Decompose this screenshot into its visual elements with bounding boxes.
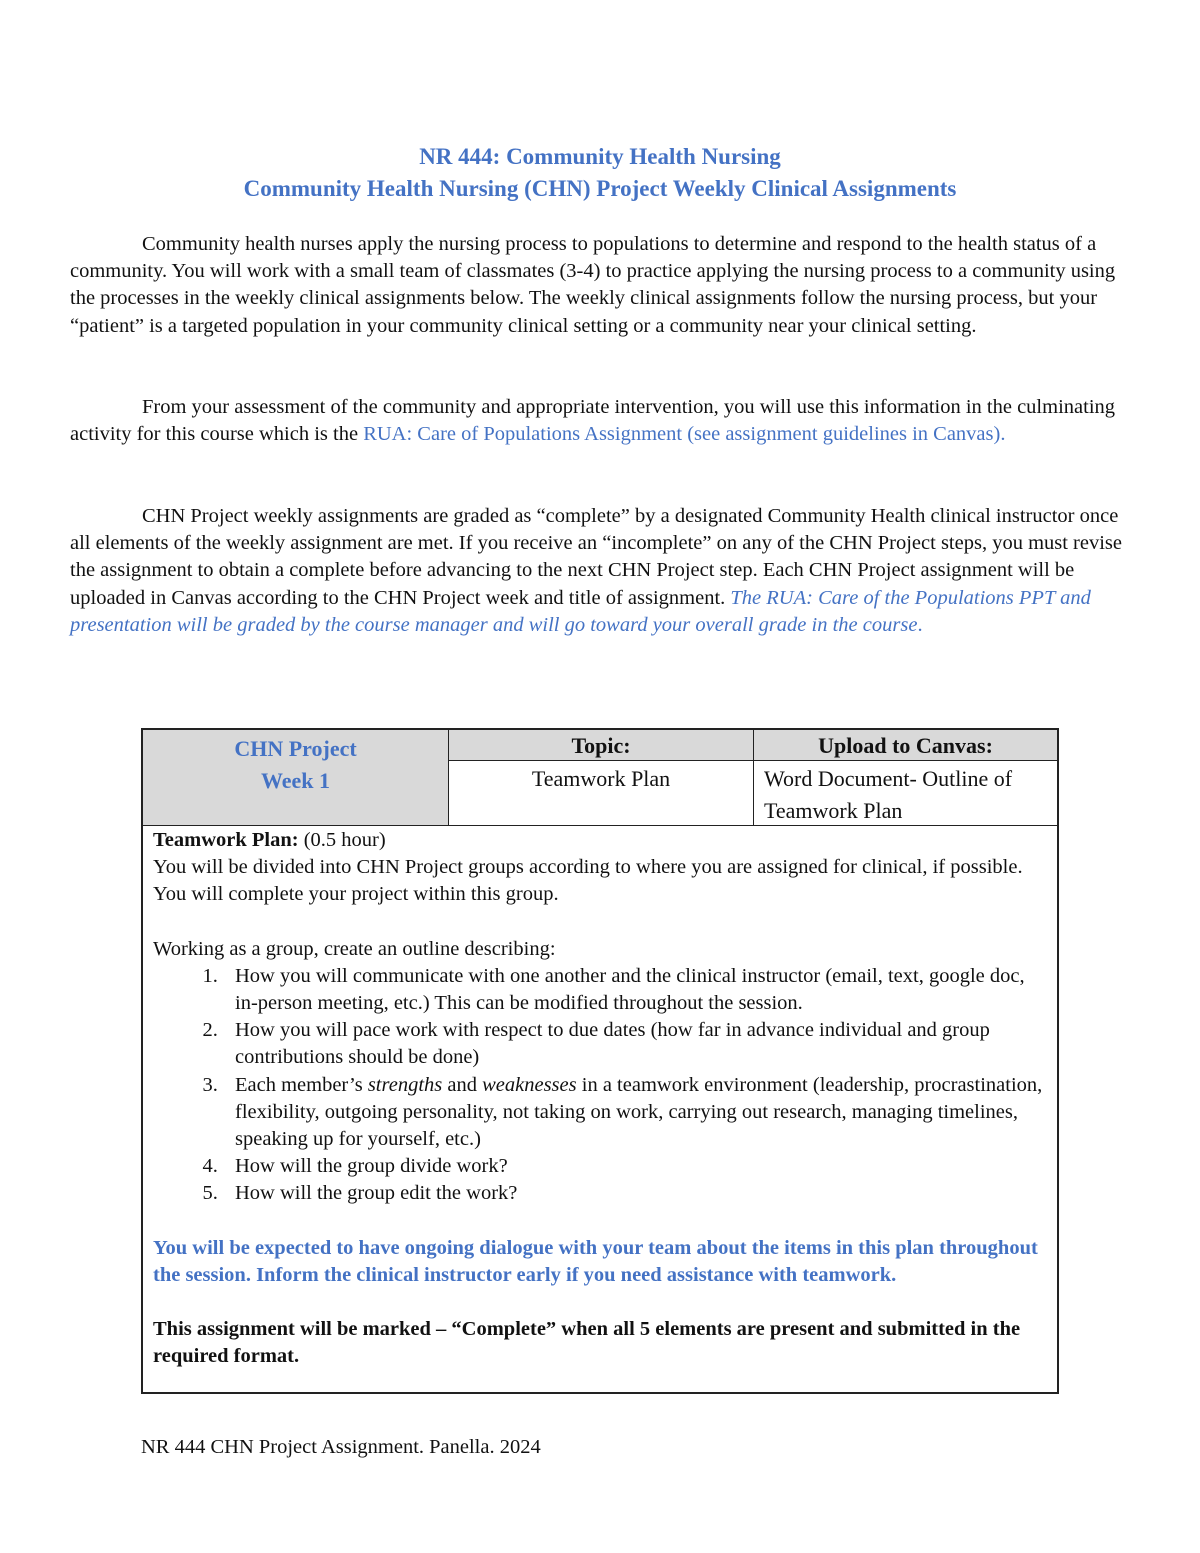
list-item: 5. How will the group edit the work? — [223, 1180, 1047, 1207]
grading-paragraph: CHN Project weekly assignments are graded as “complete” by a designated Community Health clinical instructor once all elements of the weekly assignment are met. If you receive an “incomplete” on any of the CHN Project steps, you must revise the assignment to obtain a complete before advancing to the next CHN Project step. Each CHN Project assignment will be uploaded in Canvas according to the CHN Project week and title of assignment. The RUA: Care of the Populations PPT and presentation will be graded by the course manager and will go toward your overall grade in the course. — [70, 505, 1123, 636]
upload-value: Word Document- Outline of Teamwork Plan — [754, 761, 1057, 826]
list-item: 3. Each member’s strengths and weaknesses in a teamwork environment (leadership, procrastination, flexibility, outgoing personality, not taking on work, carrying out research, managing timelines, speaking up for yourself, etc.) — [223, 1072, 1047, 1154]
page-footer: NR 444 CHN Project Assignment. Panella. 2024 — [141, 1436, 541, 1458]
list-item: 1. How you will communicate with one another and the clinical instructor (email, text, google doc, in-person meeting, etc.) This can be modified throughout the session. — [223, 963, 1047, 1017]
dialogue-note: You will be expected to have ongoing dialogue with your team about the items in this plan throughout the session. Inform the clinical instructor early if you need assistance with teamwork. — [153, 1236, 1038, 1286]
plan-items-list — [153, 963, 1047, 1208]
week-label-cell: CHN Project Week 1 — [143, 730, 449, 826]
topic-value: Teamwork Plan — [449, 761, 754, 826]
plan-intro: You will be divided into CHN Project groups according to where you are assigned for clinical, if possible. You will complete your project within this group. — [153, 856, 1023, 906]
week1-assignment-table — [141, 728, 1059, 1394]
assignment-title: Community Health Nursing (CHN) Project Weekly Clinical Assignments — [243, 176, 957, 201]
plan-duration: (0.5 hour) — [298, 829, 386, 851]
topic-header: Topic: — [449, 730, 754, 761]
course-title: NR 444: Community Health Nursing — [419, 144, 781, 169]
teamwork-plan-details — [143, 826, 1057, 1392]
grading-note: The RUA: Care of the Populations PPT and presentation will be graded by the course manager and will go toward your overall grade in the course — [70, 586, 1091, 636]
completion-note: This assignment will be marked – “Complete” when all 5 elements are present and submitted in the required format. — [153, 1318, 1021, 1368]
list-item: 4. How will the group divide work? — [223, 1153, 1047, 1180]
intro-paragraph: Community health nurses apply the nursing process to populations to determine and respond to the health status of a community. You will work with a small team of classmates (3-4) to practice applying the nursing process to a community using the processes in the weekly clinical assignments below. The weekly clinical assignments follow the nursing process, but your “patient” is a targeted population in your community clinical setting or a community near your clinical setting. — [70, 233, 1116, 337]
rua-assignment-link[interactable]: RUA: Care of Populations Assignment (see assignment guidelines in Canvas). — [363, 423, 1006, 446]
upload-header: Upload to Canvas: — [754, 730, 1057, 761]
plan-instruction: Working as a group, create an outline describing: — [153, 937, 556, 960]
plan-heading: Teamwork Plan: — [153, 829, 299, 851]
assessment-paragraph: From your assessment of the community and appropriate intervention, you will use this information in the culminating activity for this course which is the RUA: Care of Populations Assignment (see assignment guidelines in Canvas). — [70, 396, 1116, 446]
list-item: 2. How you will pace work with respect to due dates (how far in advance individual and group contributions should be done) — [223, 1017, 1047, 1071]
